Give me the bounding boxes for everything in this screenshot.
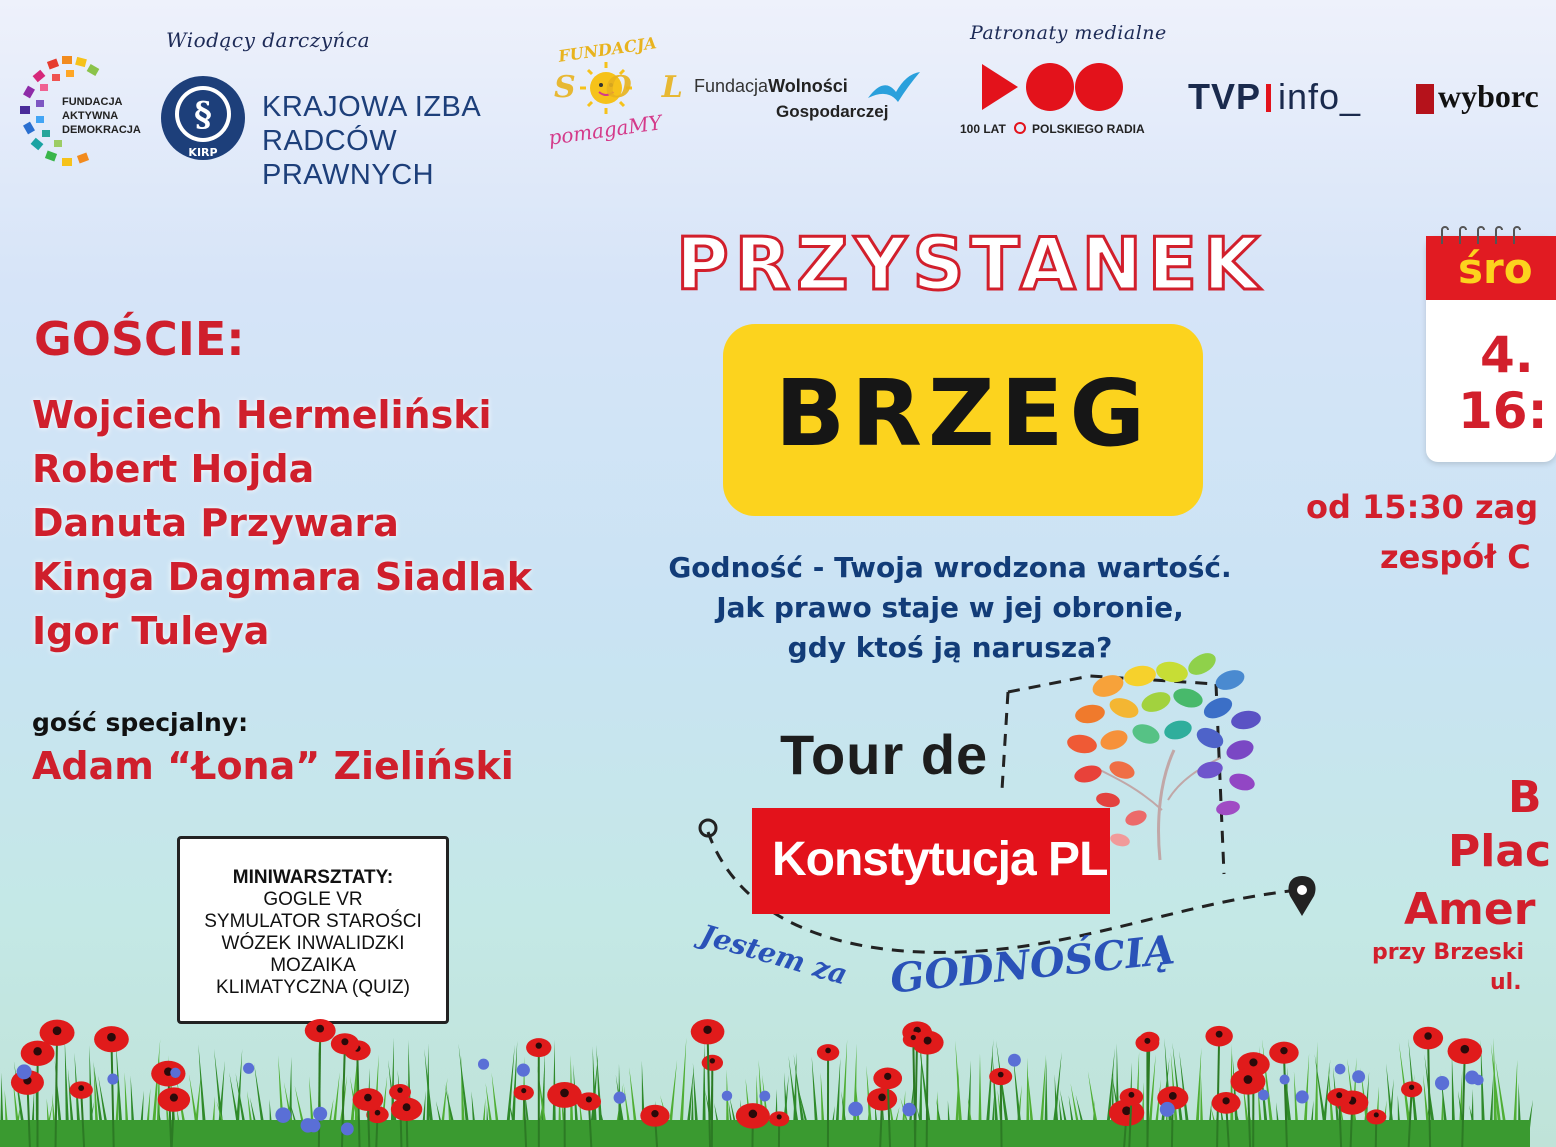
fad-logo <box>18 54 141 172</box>
kirp-seal-icon <box>158 72 248 164</box>
cornflower <box>1335 1064 1346 1075</box>
sol-word: SOL <box>554 70 713 105</box>
guest-name: Igor Tuleya <box>32 609 270 653</box>
guest-name: Robert Hojda <box>32 447 315 491</box>
tour-de-text: Tour de <box>780 723 989 786</box>
wyborcza-mark <box>1416 84 1434 114</box>
fwg-logo <box>694 76 934 132</box>
calendar-time: 16: <box>1458 382 1548 440</box>
cornflower <box>614 1092 626 1104</box>
jestem-text: Jestem za <box>696 918 852 992</box>
question-line: Godność - Twoja wrodzona wartość. <box>668 551 1232 584</box>
fad-line-3: DEMOKRACJA <box>62 124 141 136</box>
city-name: BRZEG <box>775 360 1152 467</box>
lead-donor-label: Wiodący darczyńca <box>166 28 371 52</box>
fwg-bold: Wolności <box>768 76 848 96</box>
city-box <box>723 324 1203 516</box>
guest-name: Kinga Dagmara Siadlak <box>32 555 533 599</box>
special-guest-name: Adam “Łona” Zieliński <box>32 744 514 788</box>
fwg-line-2: Gospodarczej <box>776 102 889 121</box>
cornflower <box>17 1064 32 1079</box>
cornflower <box>107 1074 118 1085</box>
workshops-box <box>177 836 449 1024</box>
workshops-title: MINIWARSZTATY: <box>232 867 394 888</box>
calendar-date: 4. <box>1480 326 1534 384</box>
konstytucja-text: Konstytucja PL <box>772 833 1108 886</box>
polish-radio-logo <box>956 58 1156 142</box>
cornflower <box>1296 1090 1309 1103</box>
radio-dot-icon <box>1014 122 1026 134</box>
cornflower <box>759 1091 770 1102</box>
place-line-3: Amer <box>1404 884 1536 935</box>
place-line-2: Plac <box>1448 826 1552 877</box>
svg-text:KIRP: KIRP <box>188 146 218 159</box>
wyborcza-text: wyborc <box>1438 78 1539 114</box>
godnoscia-text: GODNOŚCIĄ <box>888 926 1177 1003</box>
cornflower <box>243 1063 254 1074</box>
cornflower <box>275 1107 291 1123</box>
bird-icon <box>866 70 922 110</box>
polish-radio-caption-b: POLSKIEGO RADIA <box>1032 122 1145 136</box>
workshop-item: KLIMATYCZNA (QUIZ) <box>216 977 410 998</box>
fad-line-1: FUNDACJA <box>62 96 123 108</box>
fwg-prefix: Fundacja <box>694 76 769 96</box>
wyborcza-logo <box>1416 78 1539 122</box>
sol-title: FUNDACJA <box>557 33 658 66</box>
address-line-1: przy Brzeski <box>1372 940 1525 965</box>
cornflower <box>1160 1102 1175 1117</box>
svg-text:§: § <box>194 95 212 135</box>
cornflower <box>1435 1076 1449 1090</box>
cornflower <box>848 1102 863 1117</box>
tvp-text: TVP <box>1188 76 1262 117</box>
cornflower <box>517 1064 530 1077</box>
tvp-info-text: info_ <box>1278 76 1362 117</box>
music-line-2: zespół C <box>1380 538 1531 576</box>
workshop-item: MOZAIKA <box>270 955 356 976</box>
sol-logo <box>546 33 713 152</box>
question-line: gdy ktoś ją narusza? <box>787 631 1113 664</box>
fad-line-2: AKTYWNA <box>62 110 119 122</box>
cornflower <box>1465 1070 1479 1084</box>
cornflower <box>478 1059 489 1070</box>
kirp-line-1: KRAJOWA IZBA <box>262 91 482 123</box>
guests-heading: GOŚCIE: <box>34 312 245 366</box>
place-line-1: B <box>1508 772 1542 823</box>
cornflower <box>1008 1054 1021 1067</box>
address-line-2: ul. <box>1490 970 1522 995</box>
calendar <box>1426 236 1556 462</box>
music-line-1: od 15:30 zag <box>1306 488 1539 526</box>
workshop-item: GOGLE VR <box>263 889 363 910</box>
sol-pomaga: pomagaMY <box>546 110 664 150</box>
cornflower <box>341 1123 354 1136</box>
polish-radio-caption-a: 100 LAT <box>960 122 1006 136</box>
workshop-item: SYMULATOR STAROŚCI <box>204 911 422 932</box>
cornflower <box>307 1119 321 1133</box>
cornflower <box>722 1091 732 1101</box>
kirp-line-2: RADCÓW PRAWNYCH <box>262 125 435 191</box>
media-label: Patronaty medialne <box>970 22 1167 44</box>
calendar-rings-icon <box>1434 224 1530 248</box>
tvp-info-logo <box>1188 76 1388 120</box>
question-line: Jak prawo staje w jej obronie, <box>716 591 1184 624</box>
guest-name: Wojciech Hermeliński <box>32 393 492 437</box>
calendar-day: śro <box>1458 244 1533 293</box>
stop-label: PRZYSTANEK <box>676 222 1265 306</box>
play-dots-icon <box>978 60 1126 114</box>
guest-list <box>32 388 532 658</box>
cornflower <box>313 1107 327 1121</box>
cornflower <box>1258 1090 1269 1101</box>
special-guest-label: gość specjalny: <box>32 708 249 737</box>
guest-name: Danuta Przywara <box>32 501 399 545</box>
workshop-item: WÓZEK INWALIDZKI <box>221 933 405 954</box>
kirp-logo <box>158 72 518 191</box>
cornflower <box>1352 1070 1365 1083</box>
cornflower <box>170 1068 180 1078</box>
tvp-divider <box>1266 84 1271 112</box>
cornflower <box>1280 1074 1290 1084</box>
konstytucja-box <box>752 808 1110 914</box>
cornflower <box>902 1103 916 1117</box>
poppy-meadow-graphic <box>0 1010 1530 1147</box>
